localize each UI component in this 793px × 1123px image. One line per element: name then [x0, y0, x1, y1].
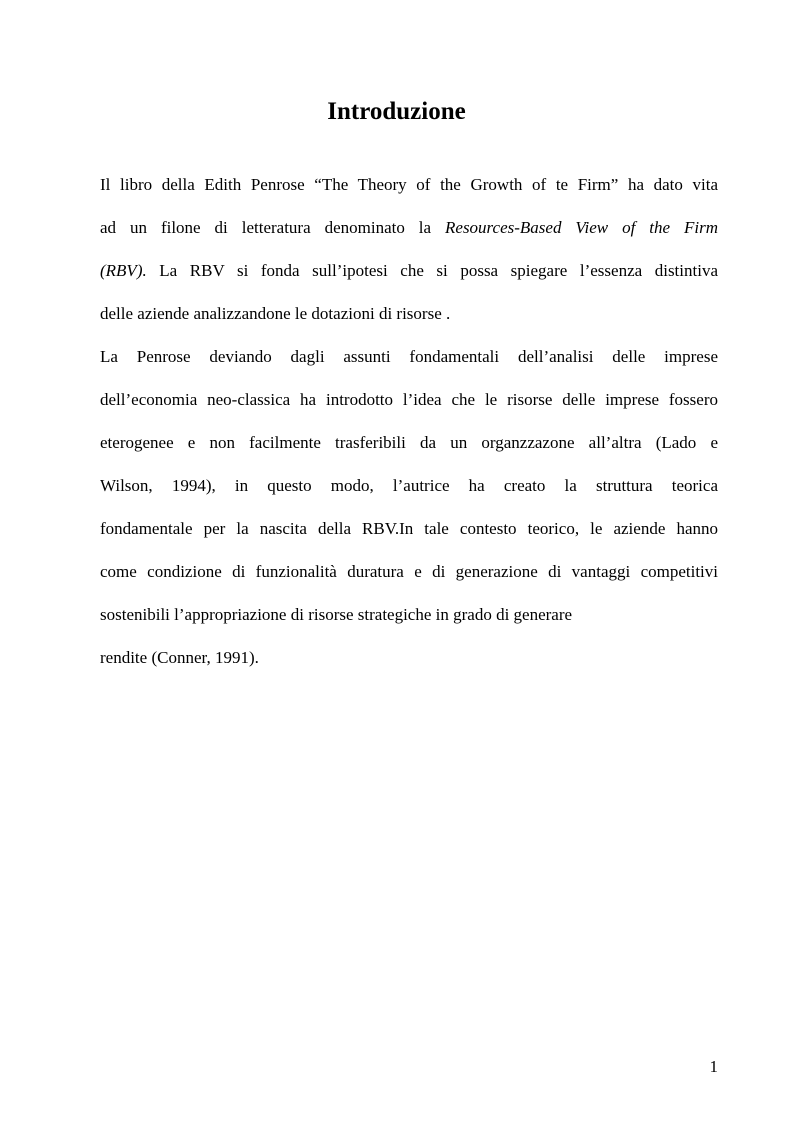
- line-3-text: La RBV si fonda sull’ipotesi che si possa spiegare l’essenza distintiva: [146, 261, 718, 280]
- paragraph-2-line-1: La Penrose deviando dagli assunti fondamentali dell’analisi delle imprese: [100, 347, 718, 366]
- paragraph-1-line-1: Il libro della Edith Penrose “The Theory of the Growth of te Firm” ha dato vita: [100, 175, 718, 194]
- line-2-italic-term: Resources-Based View of the Firm: [445, 218, 718, 237]
- page-number: 1: [709, 1057, 718, 1076]
- line-2-text: ad un filone di letteratura denominato la: [100, 218, 446, 237]
- page-title: Introduzione: [327, 98, 466, 125]
- paragraph-2-line-3: eterogenee e non facilmente trasferibili da un organzzazone all’altra (Lado e: [100, 433, 718, 452]
- paragraph-2-line-7: sostenibili l’appropriazione di risorse strategiche in grado di generare: [100, 605, 573, 624]
- paragraph-2-line-6: come condizione di funzionalità duratura e di generazione di vantaggi competitivi: [100, 562, 718, 581]
- line-3-italic-term: (RBV).: [100, 261, 147, 280]
- paragraph-1-line-3: [100, 260, 718, 282]
- paragraph-1-line-4: delle aziende analizzandone le dotazioni di risorse .: [100, 304, 451, 323]
- paragraph-2-line-5: fondamentale per la nascita della RBV.In tale contesto teorico, le aziende hanno: [100, 519, 718, 538]
- paragraph-2-line-8: rendite (Conner, 1991).: [100, 648, 259, 667]
- paragraph-2-line-2: dell’economia neo-classica ha introdotto l’idea che le risorse delle imprese fossero: [100, 390, 718, 409]
- paragraph-1-line-2: [100, 217, 718, 239]
- paragraph-2-line-4: Wilson, 1994), in questo modo, l’autrice ha creato la struttura teorica: [100, 476, 718, 495]
